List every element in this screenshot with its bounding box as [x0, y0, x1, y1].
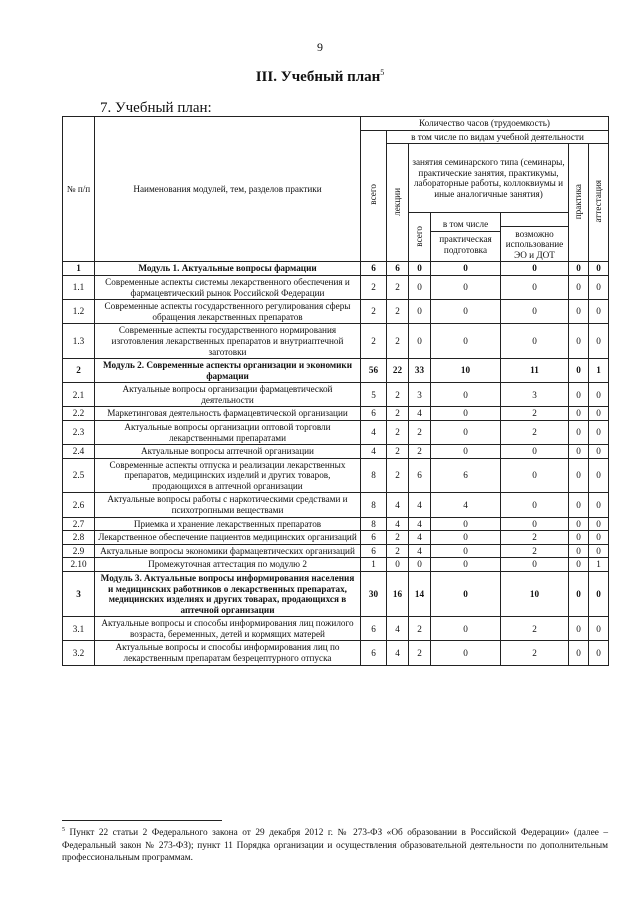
cell-practice: 0	[569, 445, 589, 459]
cell-practice: 0	[569, 383, 589, 407]
cell-name: Современные аспекты государственного регулирования сферы обращения лекарственных препаратов	[95, 300, 361, 324]
cell-prac: 0	[431, 445, 501, 459]
cell-name: Актуальные вопросы экономики фармацевтических организаций	[95, 544, 361, 558]
cell-lect: 4	[387, 617, 409, 641]
cell-lect: 2	[387, 324, 409, 359]
cell-prac: 0	[431, 531, 501, 545]
cell-num: 2.8	[63, 531, 95, 545]
cell-att: 0	[589, 445, 609, 459]
table-row	[63, 641, 609, 665]
header-practical-prep	[431, 213, 501, 262]
cell-name: Модуль 3. Актуальные вопросы информирования населения и медицинских работников о лекарственных препаратах, медицинских изделиях и других товарах, продающихся в аптечной организации	[95, 571, 361, 616]
table-row	[63, 324, 609, 359]
cell-sem: 3	[409, 383, 431, 407]
cell-prac: 0	[431, 383, 501, 407]
header-total-text: всего	[368, 184, 379, 206]
cell-num: 1.3	[63, 324, 95, 359]
cell-name: Маркетинговая деятельность фармацевтической организации	[95, 407, 361, 421]
cell-num: 2.7	[63, 517, 95, 531]
subtitle: 7. Учебный план:	[100, 100, 212, 116]
cell-num: 2	[63, 359, 95, 383]
cell-total: 1	[361, 558, 387, 572]
footnote-text: Пункт 22 статьи 2 Федерального закона от 29 декабря 2012 г. № 273-ФЗ «Об образовании в Российской Федерации» (далее – Федеральный закон № 273-ФЗ); пункт 11 Порядка организации и осуществления образовательной деятельности по дополнительным профессиональным программам.	[62, 828, 608, 864]
cell-total: 6	[361, 544, 387, 558]
cell-lect: 2	[387, 544, 409, 558]
cell-dist: 10	[501, 571, 569, 616]
cell-lect: 2	[387, 531, 409, 545]
header-sem-total-text: всего	[414, 225, 425, 247]
cell-total: 30	[361, 571, 387, 616]
cell-att: 0	[589, 493, 609, 517]
table-row	[63, 458, 609, 493]
cell-prac: 0	[431, 571, 501, 616]
cell-att: 1	[589, 558, 609, 572]
table-row	[63, 517, 609, 531]
table-row-module	[63, 359, 609, 383]
cell-total: 2	[361, 276, 387, 300]
cell-att: 0	[589, 517, 609, 531]
header-lectures	[387, 144, 409, 262]
cell-sem: 2	[409, 641, 431, 665]
cell-num: 2.3	[63, 420, 95, 444]
table-row	[63, 276, 609, 300]
cell-dist: 2	[501, 544, 569, 558]
cell-att: 0	[589, 531, 609, 545]
cell-total: 6	[361, 262, 387, 276]
cell-name: Современные аспекты отпуска и реализации лекарственных препаратов, медицинских изделий и других товаров, продающихся в аптечной организации	[95, 458, 361, 493]
table-row	[63, 493, 609, 517]
cell-dist: 2	[501, 420, 569, 444]
cell-practice: 0	[569, 544, 589, 558]
cell-name: Современные аспекты государственного нормирования изготовления лекарственных препаратов и внутриаптечной заготовки	[95, 324, 361, 359]
header-hours: Количество часов (трудоемкость)	[361, 117, 609, 131]
cell-dist: 0	[501, 262, 569, 276]
cell-lect: 22	[387, 359, 409, 383]
cell-total: 8	[361, 458, 387, 493]
cell-prac: 4	[431, 493, 501, 517]
cell-dist: 2	[501, 407, 569, 421]
cell-name: Актуальные вопросы организации фармацевтической деятельности	[95, 383, 361, 407]
cell-sem: 2	[409, 445, 431, 459]
cell-prac: 0	[431, 276, 501, 300]
cell-dist: 0	[501, 493, 569, 517]
table-row	[63, 544, 609, 558]
cell-att: 0	[589, 641, 609, 665]
cell-total: 5	[361, 383, 387, 407]
cell-practice: 0	[569, 420, 589, 444]
cell-total: 8	[361, 493, 387, 517]
cell-num: 2.5	[63, 458, 95, 493]
cell-practice: 0	[569, 359, 589, 383]
cell-sem: 4	[409, 531, 431, 545]
cell-lect: 2	[387, 383, 409, 407]
cell-sem: 2	[409, 617, 431, 641]
cell-sem: 0	[409, 276, 431, 300]
cell-sem: 0	[409, 262, 431, 276]
cell-prac: 0	[431, 517, 501, 531]
cell-name: Лекарственное обеспечение пациентов медицинских организаций	[95, 531, 361, 545]
cell-dist: 3	[501, 383, 569, 407]
table-row-module	[63, 571, 609, 616]
cell-prac: 0	[431, 544, 501, 558]
cell-name: Промежуточная аттестация по модулю 2	[95, 558, 361, 572]
table-row	[63, 558, 609, 572]
cell-lect: 2	[387, 276, 409, 300]
header-total	[361, 130, 387, 262]
cell-dist: 2	[501, 531, 569, 545]
page-number: 9	[317, 40, 323, 54]
cell-att: 0	[589, 617, 609, 641]
cell-total: 2	[361, 324, 387, 359]
cell-dist: 0	[501, 324, 569, 359]
cell-total: 4	[361, 445, 387, 459]
cell-lect: 2	[387, 300, 409, 324]
cell-name: Актуальные вопросы и способы информирования лиц пожилого возраста, беременных, детей и кормящих матерей	[95, 617, 361, 641]
header-name: Наименования модулей, тем, разделов практики	[95, 117, 361, 262]
cell-name: Модуль 2. Современные аспекты организации и экономики фармации	[95, 359, 361, 383]
footnote-number: 5	[62, 827, 65, 833]
cell-prac: 0	[431, 324, 501, 359]
cell-dist: 2	[501, 617, 569, 641]
cell-lect: 2	[387, 445, 409, 459]
header-attestation	[589, 144, 609, 262]
section-title	[0, 68, 640, 86]
cell-att: 0	[589, 571, 609, 616]
cell-num: 2.1	[63, 383, 95, 407]
cell-total: 2	[361, 300, 387, 324]
cell-sem: 6	[409, 458, 431, 493]
cell-att: 0	[589, 420, 609, 444]
cell-practice: 0	[569, 324, 589, 359]
cell-dist: 0	[501, 300, 569, 324]
cell-practice: 0	[569, 571, 589, 616]
header-lectures-text: лекции	[392, 187, 403, 216]
cell-sem: 4	[409, 544, 431, 558]
header-practice-text: практика	[573, 183, 584, 220]
cell-att: 0	[589, 300, 609, 324]
cell-lect: 6	[387, 262, 409, 276]
cell-dist: 0	[501, 445, 569, 459]
table-row	[63, 617, 609, 641]
cell-num: 1.1	[63, 276, 95, 300]
cell-practice: 0	[569, 276, 589, 300]
cell-name: Актуальные вопросы организации оптовой торговли лекарственными препаратами	[95, 420, 361, 444]
cell-att: 0	[589, 262, 609, 276]
cell-sem: 2	[409, 420, 431, 444]
cell-att: 0	[589, 407, 609, 421]
cell-prac: 0	[431, 641, 501, 665]
header-practical-prep-text: практическая подготовка	[439, 234, 492, 255]
cell-name: Актуальные вопросы работы с наркотическими средствами и психотропными веществами	[95, 493, 361, 517]
header-seminars: занятия семинарского типа (семинары, практические занятия, практикумы, лабораторные работы, коллоквиумы и иные аналогичные занятия)	[409, 144, 569, 213]
table-row	[63, 300, 609, 324]
cell-lect: 16	[387, 571, 409, 616]
cell-sem: 4	[409, 517, 431, 531]
cell-name: Современные аспекты системы лекарственного обеспечения и фармацевтический рынок Российской Федерации	[95, 276, 361, 300]
table-row	[63, 407, 609, 421]
header-by-type: в том числе по видам учебной деятельности	[387, 130, 609, 144]
cell-prac: 0	[431, 617, 501, 641]
curriculum-table	[62, 116, 609, 666]
cell-num: 1	[63, 262, 95, 276]
cell-num: 3.1	[63, 617, 95, 641]
section-title-text: III. Учебный план	[255, 69, 381, 85]
cell-lect: 2	[387, 420, 409, 444]
cell-total: 8	[361, 517, 387, 531]
cell-prac: 0	[431, 420, 501, 444]
cell-practice: 0	[569, 617, 589, 641]
header-sem-total	[409, 213, 431, 262]
cell-num: 2.6	[63, 493, 95, 517]
cell-att: 1	[589, 359, 609, 383]
cell-sem: 0	[409, 300, 431, 324]
cell-dist: 0	[501, 517, 569, 531]
cell-practice: 0	[569, 407, 589, 421]
cell-lect: 4	[387, 641, 409, 665]
cell-sem: 14	[409, 571, 431, 616]
cell-dist: 0	[501, 558, 569, 572]
table-row-module	[63, 262, 609, 276]
cell-dist: 0	[501, 276, 569, 300]
cell-practice: 0	[569, 558, 589, 572]
cell-lect: 4	[387, 517, 409, 531]
table-row	[63, 383, 609, 407]
cell-prac: 10	[431, 359, 501, 383]
header-attestation-text: аттестация	[593, 180, 604, 223]
cell-practice: 0	[569, 493, 589, 517]
header-distance-text: возможно использование ЭО и ДОТ	[505, 228, 564, 260]
cell-total: 6	[361, 641, 387, 665]
cell-prac: 0	[431, 262, 501, 276]
cell-att: 0	[589, 324, 609, 359]
cell-dist: 2	[501, 641, 569, 665]
footnote	[62, 826, 608, 865]
table-row	[63, 420, 609, 444]
cell-prac: 0	[431, 558, 501, 572]
cell-lect: 2	[387, 458, 409, 493]
cell-practice: 0	[569, 517, 589, 531]
cell-name: Модуль 1. Актуальные вопросы фармации	[95, 262, 361, 276]
cell-practice: 0	[569, 641, 589, 665]
cell-name: Приемка и хранение лекарственных препаратов	[95, 517, 361, 531]
cell-practice: 0	[569, 458, 589, 493]
cell-num: 3.2	[63, 641, 95, 665]
cell-total: 4	[361, 420, 387, 444]
cell-dist: 0	[501, 458, 569, 493]
cell-num: 2.10	[63, 558, 95, 572]
cell-prac: 6	[431, 458, 501, 493]
header-incl: в том числе	[431, 218, 500, 232]
header-practice	[569, 144, 589, 262]
header-distance	[501, 213, 569, 262]
cell-num: 2.2	[63, 407, 95, 421]
cell-num: 3	[63, 571, 95, 616]
cell-dist: 11	[501, 359, 569, 383]
cell-name: Актуальные вопросы и способы информирования лиц по лекарственным препаратам безрецептурного отпуска	[95, 641, 361, 665]
cell-lect: 2	[387, 407, 409, 421]
cell-prac: 0	[431, 300, 501, 324]
cell-practice: 0	[569, 262, 589, 276]
table-body	[63, 262, 609, 665]
cell-practice: 0	[569, 300, 589, 324]
cell-lect: 0	[387, 558, 409, 572]
cell-num: 2.4	[63, 445, 95, 459]
cell-num: 1.2	[63, 300, 95, 324]
cell-num: 2.9	[63, 544, 95, 558]
cell-sem: 0	[409, 558, 431, 572]
cell-sem: 4	[409, 493, 431, 517]
cell-att: 0	[589, 276, 609, 300]
cell-total: 6	[361, 407, 387, 421]
cell-sem: 0	[409, 324, 431, 359]
header-num: № п/п	[63, 117, 95, 262]
footnote-divider	[62, 820, 222, 821]
header-incl-spacer	[501, 213, 568, 227]
table-row	[63, 531, 609, 545]
cell-total: 56	[361, 359, 387, 383]
cell-sem: 4	[409, 407, 431, 421]
cell-att: 0	[589, 458, 609, 493]
footnote-mark: 5	[380, 68, 385, 77]
cell-total: 6	[361, 617, 387, 641]
cell-total: 6	[361, 531, 387, 545]
cell-sem: 33	[409, 359, 431, 383]
cell-att: 0	[589, 383, 609, 407]
cell-name: Актуальные вопросы аптечной организации	[95, 445, 361, 459]
table-row	[63, 445, 609, 459]
cell-att: 0	[589, 544, 609, 558]
cell-practice: 0	[569, 531, 589, 545]
cell-prac: 0	[431, 407, 501, 421]
cell-lect: 4	[387, 493, 409, 517]
